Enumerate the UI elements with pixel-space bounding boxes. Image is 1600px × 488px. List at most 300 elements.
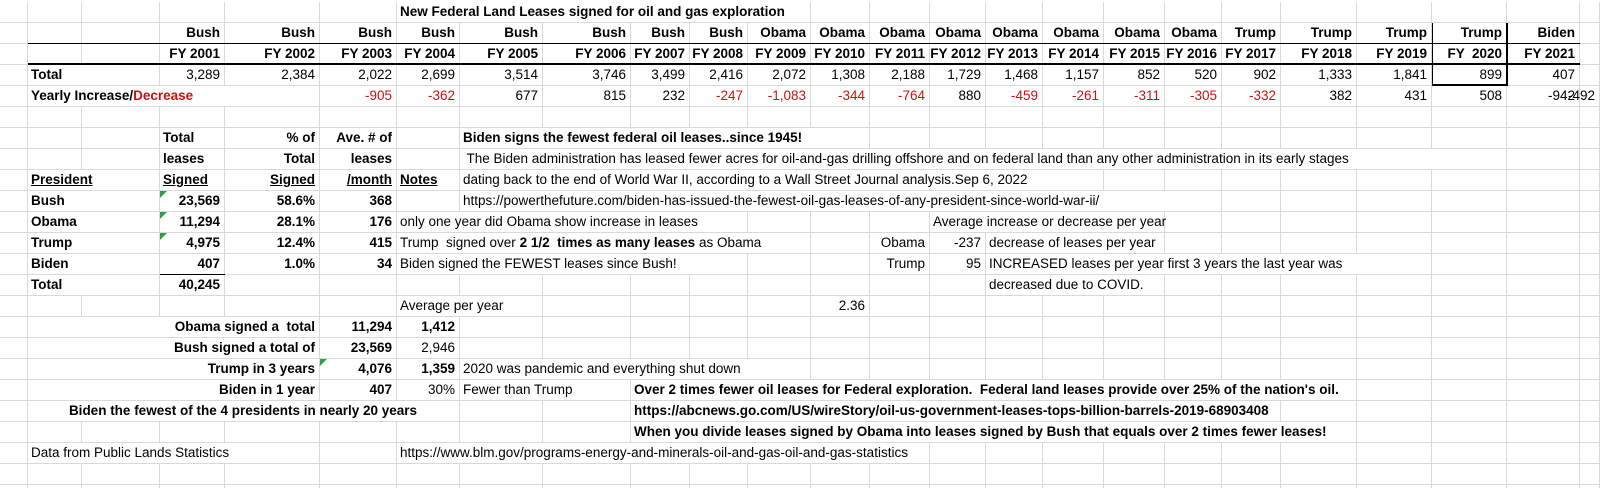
cell-r4c17[interactable]: 1,157 bbox=[1043, 65, 1104, 86]
president-header-fy2013[interactable]: Obama bbox=[986, 23, 1043, 44]
cell-r3c11[interactable]: FY 2008 bbox=[690, 44, 748, 65]
cell-r11c15[interactable]: Average increase or decrease per year bbox=[930, 212, 1165, 233]
empty-cell[interactable] bbox=[1281, 191, 1357, 212]
cell-r17c6[interactable]: 23,569 bbox=[320, 338, 397, 359]
cell-r4c12[interactable]: 2,072 bbox=[748, 65, 811, 86]
notes-headline[interactable]: Biden signs the fewest federal oil leases..since 1945! bbox=[460, 128, 870, 149]
empty-cell[interactable] bbox=[690, 296, 748, 317]
president-header-fy2009[interactable]: Obama bbox=[748, 23, 811, 44]
empty-cell[interactable] bbox=[748, 254, 811, 275]
empty-cell[interactable] bbox=[28, 2, 82, 23]
empty-cell[interactable] bbox=[748, 296, 811, 317]
empty-cell[interactable] bbox=[631, 275, 690, 296]
cell-r5c11[interactable]: -247 bbox=[690, 86, 748, 107]
empty-cell[interactable] bbox=[1432, 296, 1507, 317]
empty-cell[interactable] bbox=[160, 296, 225, 317]
empty-cell[interactable] bbox=[82, 128, 160, 149]
empty-cell[interactable] bbox=[1507, 422, 1580, 443]
empty-cell[interactable] bbox=[1432, 275, 1507, 296]
cell-r4c18[interactable]: 852 bbox=[1104, 65, 1165, 86]
cell-r4c9[interactable]: 3,746 bbox=[543, 65, 631, 86]
cell-r8c8[interactable]: The Biden administration has leased fewer acres for oil-and-gas drilling offshore and on federal land than any other administration in its early stages bbox=[460, 149, 1507, 170]
empty-cell[interactable] bbox=[690, 464, 748, 485]
empty-cell[interactable] bbox=[1507, 359, 1580, 380]
cell-r13c4[interactable]: 407 bbox=[160, 254, 225, 275]
empty-cell[interactable] bbox=[690, 275, 748, 296]
empty-cell[interactable] bbox=[1043, 107, 1104, 128]
empty-cell[interactable] bbox=[930, 296, 986, 317]
cell-r4c5[interactable]: 2,384 bbox=[225, 65, 320, 86]
cell-r4c23[interactable]: 899 bbox=[1432, 65, 1507, 86]
cell-r19c10[interactable]: Over 2 times fewer oil leases for Federal exploration. Federal land leases provide over 25% of the nation's oil. bbox=[631, 380, 1357, 401]
empty-cell[interactable] bbox=[0, 254, 28, 275]
empty-cell[interactable] bbox=[1580, 317, 1600, 338]
empty-cell[interactable] bbox=[870, 107, 930, 128]
empty-cell[interactable] bbox=[690, 107, 748, 128]
cell-r18c7[interactable]: 1,359 bbox=[397, 359, 460, 380]
summary-row-obama[interactable]: Obama bbox=[28, 212, 160, 233]
empty-cell[interactable] bbox=[1580, 23, 1600, 44]
empty-cell[interactable] bbox=[28, 464, 82, 485]
empty-cell[interactable] bbox=[460, 317, 543, 338]
empty-cell[interactable] bbox=[0, 296, 28, 317]
empty-cell[interactable] bbox=[1580, 233, 1600, 254]
president-header-fy2016[interactable]: Obama bbox=[1165, 23, 1222, 44]
empty-cell[interactable] bbox=[0, 401, 28, 422]
cell-r5c17[interactable]: -261 bbox=[1043, 86, 1104, 107]
empty-cell[interactable] bbox=[870, 275, 930, 296]
cell-r18c6[interactable]: 4,076 bbox=[320, 359, 397, 380]
empty-cell[interactable] bbox=[397, 149, 460, 170]
empty-cell[interactable] bbox=[1432, 191, 1507, 212]
president-header-fy2011[interactable]: Obama bbox=[870, 23, 930, 44]
empty-cell[interactable] bbox=[225, 296, 320, 317]
empty-cell[interactable] bbox=[1432, 254, 1507, 275]
cell-r3c17[interactable]: FY 2014 bbox=[1043, 44, 1104, 65]
empty-cell[interactable] bbox=[1580, 296, 1600, 317]
empty-cell[interactable] bbox=[543, 422, 631, 443]
empty-cell[interactable] bbox=[930, 443, 986, 464]
empty-cell[interactable] bbox=[1165, 338, 1222, 359]
empty-cell[interactable] bbox=[543, 401, 631, 422]
empty-cell[interactable] bbox=[82, 44, 160, 65]
empty-cell[interactable] bbox=[1357, 443, 1432, 464]
empty-cell[interactable] bbox=[1432, 443, 1507, 464]
empty-cell[interactable] bbox=[1432, 338, 1507, 359]
president-header-fy2014[interactable]: Obama bbox=[1043, 23, 1104, 44]
president-col-header[interactable]: President bbox=[28, 170, 160, 191]
empty-cell[interactable] bbox=[1580, 254, 1600, 275]
empty-cell[interactable] bbox=[1432, 128, 1507, 149]
empty-cell[interactable] bbox=[811, 359, 870, 380]
cell-r11c5[interactable]: 28.1% bbox=[225, 212, 320, 233]
empty-cell[interactable] bbox=[1357, 317, 1432, 338]
empty-cell[interactable] bbox=[631, 296, 690, 317]
empty-cell[interactable] bbox=[543, 464, 631, 485]
empty-cell[interactable] bbox=[1357, 191, 1432, 212]
empty-cell[interactable] bbox=[1281, 212, 1357, 233]
cell-r4c10[interactable]: 3,499 bbox=[631, 65, 690, 86]
empty-cell[interactable] bbox=[986, 317, 1043, 338]
empty-cell[interactable] bbox=[1165, 359, 1222, 380]
empty-cell[interactable] bbox=[1507, 443, 1580, 464]
empty-cell[interactable] bbox=[1281, 464, 1357, 485]
empty-cell[interactable] bbox=[1043, 443, 1104, 464]
cell-r7c5[interactable]: % of bbox=[225, 128, 320, 149]
empty-cell[interactable] bbox=[0, 128, 28, 149]
empty-cell[interactable] bbox=[1104, 359, 1165, 380]
empty-cell[interactable] bbox=[986, 338, 1043, 359]
empty-cell[interactable] bbox=[1357, 464, 1432, 485]
empty-cell[interactable] bbox=[0, 107, 28, 128]
empty-cell[interactable] bbox=[320, 464, 397, 485]
empty-cell[interactable] bbox=[1357, 170, 1432, 191]
empty-cell[interactable] bbox=[1580, 422, 1600, 443]
cell-r3c18[interactable]: FY 2015 bbox=[1104, 44, 1165, 65]
empty-cell[interactable] bbox=[320, 296, 397, 317]
empty-cell[interactable] bbox=[1507, 338, 1580, 359]
cell-r5c20[interactable]: -332 bbox=[1222, 86, 1281, 107]
cell-r12c15[interactable]: -237 bbox=[930, 233, 986, 254]
empty-cell[interactable] bbox=[1222, 464, 1281, 485]
empty-cell[interactable] bbox=[870, 464, 930, 485]
empty-cell[interactable] bbox=[1104, 296, 1165, 317]
empty-cell[interactable] bbox=[1357, 296, 1432, 317]
cell-r4c24[interactable]: 407 bbox=[1507, 65, 1580, 86]
per-month-col-header[interactable]: /month bbox=[320, 170, 397, 191]
cell-r4c11[interactable]: 2,416 bbox=[690, 65, 748, 86]
empty-cell[interactable] bbox=[1507, 128, 1580, 149]
empty-cell[interactable] bbox=[1432, 170, 1507, 191]
empty-cell[interactable] bbox=[690, 317, 748, 338]
cell-r15c7[interactable]: Average per year bbox=[397, 296, 543, 317]
empty-cell[interactable] bbox=[1432, 401, 1507, 422]
empty-cell[interactable] bbox=[870, 212, 930, 233]
empty-cell[interactable] bbox=[811, 254, 870, 275]
empty-cell[interactable] bbox=[160, 2, 225, 23]
empty-cell[interactable] bbox=[1357, 359, 1432, 380]
empty-cell[interactable] bbox=[397, 464, 460, 485]
cell-r3c21[interactable]: FY 2018 bbox=[1281, 44, 1357, 65]
empty-cell[interactable] bbox=[1104, 443, 1165, 464]
empty-cell[interactable] bbox=[397, 422, 460, 443]
cell-r5c9[interactable]: 815 bbox=[543, 86, 631, 107]
cell-r17c2[interactable]: Bush signed a total of bbox=[28, 338, 320, 359]
cell-r11c7[interactable]: only one year did Obama show increase in leases bbox=[397, 212, 748, 233]
cell-r12c7[interactable] bbox=[397, 233, 811, 254]
empty-cell[interactable] bbox=[1165, 296, 1222, 317]
empty-cell[interactable] bbox=[1281, 275, 1357, 296]
cell-r8c5[interactable]: Total bbox=[225, 149, 320, 170]
yearly-change-row-label[interactable] bbox=[28, 86, 320, 107]
empty-cell[interactable] bbox=[1357, 275, 1432, 296]
empty-cell[interactable] bbox=[1281, 338, 1357, 359]
empty-cell[interactable] bbox=[0, 212, 28, 233]
empty-cell[interactable] bbox=[1432, 2, 1507, 23]
cell-r5c12[interactable]: -1,083 bbox=[748, 86, 811, 107]
empty-cell[interactable] bbox=[225, 464, 320, 485]
empty-cell[interactable] bbox=[0, 86, 28, 107]
cell-r4c15[interactable]: 1,729 bbox=[930, 65, 986, 86]
cell-r4c6[interactable]: 2,022 bbox=[320, 65, 397, 86]
sheet-title[interactable]: New Federal Land Leases signed for oil and gas exploration bbox=[397, 2, 811, 23]
empty-cell[interactable] bbox=[1432, 464, 1507, 485]
empty-cell[interactable] bbox=[397, 107, 460, 128]
empty-cell[interactable] bbox=[930, 2, 986, 23]
cell-r7c4[interactable]: Total bbox=[160, 128, 225, 149]
empty-cell[interactable] bbox=[543, 296, 631, 317]
empty-cell[interactable] bbox=[930, 359, 986, 380]
cell-r4c21[interactable]: 1,333 bbox=[1281, 65, 1357, 86]
empty-cell[interactable] bbox=[870, 128, 930, 149]
empty-cell[interactable] bbox=[1222, 191, 1281, 212]
empty-cell[interactable] bbox=[1507, 2, 1580, 23]
empty-cell[interactable] bbox=[1357, 338, 1432, 359]
empty-cell[interactable] bbox=[460, 107, 543, 128]
empty-cell[interactable] bbox=[460, 401, 543, 422]
cell-r9c8[interactable]: dating back to the end of World War II, according to a Wall Street Journal analysis.Sep 6, 2022 bbox=[460, 170, 1104, 191]
cell-r3c13[interactable]: FY 2010 bbox=[811, 44, 870, 65]
empty-cell[interactable] bbox=[1580, 170, 1600, 191]
cell-r3c15[interactable]: FY 2012 bbox=[930, 44, 986, 65]
empty-cell[interactable] bbox=[0, 233, 28, 254]
empty-cell[interactable] bbox=[811, 275, 870, 296]
empty-cell[interactable] bbox=[930, 464, 986, 485]
empty-cell[interactable] bbox=[1507, 212, 1580, 233]
empty-cell[interactable] bbox=[870, 2, 930, 23]
empty-cell[interactable] bbox=[1507, 401, 1580, 422]
empty-cell[interactable] bbox=[986, 464, 1043, 485]
empty-cell[interactable] bbox=[1222, 212, 1281, 233]
summary-row-trump[interactable]: Trump bbox=[28, 233, 160, 254]
cell-r13c5[interactable]: 1.0% bbox=[225, 254, 320, 275]
empty-cell[interactable] bbox=[1357, 212, 1432, 233]
president-header-fy2004[interactable]: Bush bbox=[397, 23, 460, 44]
empty-cell[interactable] bbox=[320, 443, 397, 464]
cell-r19c8[interactable]: Fewer than Trump bbox=[460, 380, 631, 401]
empty-cell[interactable] bbox=[1580, 107, 1600, 128]
empty-cell[interactable] bbox=[930, 107, 986, 128]
empty-cell[interactable] bbox=[870, 359, 930, 380]
cell-r19c7[interactable]: 30% bbox=[397, 380, 460, 401]
empty-cell[interactable] bbox=[1104, 2, 1165, 23]
cell-r3c6[interactable]: FY 2003 bbox=[320, 44, 397, 65]
cell-r5c23[interactable]: 508 bbox=[1432, 86, 1507, 107]
summary-total-value[interactable]: 40,245 bbox=[160, 275, 225, 296]
empty-cell[interactable] bbox=[0, 464, 28, 485]
empty-cell[interactable] bbox=[1580, 212, 1600, 233]
president-header-fy2003[interactable]: Bush bbox=[320, 23, 397, 44]
empty-cell[interactable] bbox=[1432, 233, 1507, 254]
empty-cell[interactable] bbox=[1043, 464, 1104, 485]
president-header-fy2019[interactable]: Trump bbox=[1357, 23, 1432, 44]
empty-cell[interactable] bbox=[0, 170, 28, 191]
empty-cell[interactable] bbox=[1507, 107, 1580, 128]
cell-r16c2[interactable]: Obama signed a total bbox=[28, 317, 320, 338]
cell-r5c24[interactable]: -942 bbox=[1507, 86, 1580, 107]
empty-cell[interactable] bbox=[543, 275, 631, 296]
empty-cell[interactable] bbox=[0, 338, 28, 359]
cell-r4c13[interactable]: 1,308 bbox=[811, 65, 870, 86]
empty-cell[interactable] bbox=[28, 107, 82, 128]
empty-cell[interactable] bbox=[986, 359, 1043, 380]
empty-cell[interactable] bbox=[1222, 296, 1281, 317]
empty-cell[interactable] bbox=[1222, 338, 1281, 359]
empty-cell[interactable] bbox=[1043, 317, 1104, 338]
empty-cell[interactable] bbox=[320, 422, 397, 443]
empty-cell[interactable] bbox=[82, 23, 160, 44]
summary-row-biden[interactable]: Biden bbox=[28, 254, 160, 275]
cell-r3c5[interactable]: FY 2002 bbox=[225, 44, 320, 65]
empty-cell[interactable] bbox=[1281, 2, 1357, 23]
empty-cell[interactable] bbox=[986, 2, 1043, 23]
cell-r14c16[interactable]: decreased due to COVID. bbox=[986, 275, 1165, 296]
empty-cell[interactable] bbox=[631, 464, 690, 485]
empty-cell[interactable] bbox=[930, 128, 986, 149]
empty-cell[interactable] bbox=[397, 275, 460, 296]
cell-r3c7[interactable]: FY 2004 bbox=[397, 44, 460, 65]
cell-r4c8[interactable]: 3,514 bbox=[460, 65, 543, 86]
empty-cell[interactable] bbox=[1580, 338, 1600, 359]
cell-r13c15[interactable]: 95 bbox=[930, 254, 986, 275]
cell-r5c13[interactable]: -344 bbox=[811, 86, 870, 107]
empty-cell[interactable] bbox=[631, 317, 690, 338]
empty-cell[interactable] bbox=[1281, 128, 1357, 149]
empty-cell[interactable] bbox=[0, 422, 28, 443]
cell-r3c19[interactable]: FY 2016 bbox=[1165, 44, 1222, 65]
cell-r18c8[interactable]: 2020 was pandemic and everything shut down bbox=[460, 359, 811, 380]
empty-cell[interactable] bbox=[811, 107, 870, 128]
empty-cell[interactable] bbox=[1507, 170, 1580, 191]
empty-cell[interactable] bbox=[397, 191, 460, 212]
empty-cell[interactable] bbox=[986, 128, 1043, 149]
empty-cell[interactable] bbox=[1165, 443, 1222, 464]
empty-cell[interactable] bbox=[1357, 2, 1432, 23]
empty-cell[interactable] bbox=[460, 422, 543, 443]
cell-r5c7[interactable]: -362 bbox=[397, 86, 460, 107]
empty-cell[interactable] bbox=[543, 107, 631, 128]
cell-r11c4[interactable]: 11,294 bbox=[160, 212, 225, 233]
empty-cell[interactable] bbox=[543, 317, 631, 338]
empty-cell[interactable] bbox=[397, 128, 460, 149]
empty-cell[interactable] bbox=[1043, 2, 1104, 23]
cell-r3c16[interactable]: FY 2013 bbox=[986, 44, 1043, 65]
empty-cell[interactable] bbox=[1104, 317, 1165, 338]
empty-cell[interactable] bbox=[1104, 128, 1165, 149]
empty-cell[interactable] bbox=[1580, 464, 1600, 485]
cell-r18c2[interactable]: Trump in 3 years bbox=[28, 359, 320, 380]
empty-cell[interactable] bbox=[1580, 401, 1600, 422]
empty-cell[interactable] bbox=[1281, 296, 1357, 317]
cell-r7c6[interactable]: Ave. # of bbox=[320, 128, 397, 149]
cell-r12c5[interactable]: 12.4% bbox=[225, 233, 320, 254]
empty-cell[interactable] bbox=[460, 275, 543, 296]
empty-cell[interactable] bbox=[1165, 107, 1222, 128]
empty-cell[interactable] bbox=[28, 128, 82, 149]
empty-cell[interactable] bbox=[0, 359, 28, 380]
cell-r16c7[interactable]: 1,412 bbox=[397, 317, 460, 338]
empty-cell[interactable] bbox=[0, 23, 28, 44]
empty-cell[interactable] bbox=[870, 338, 930, 359]
cell-r4c7[interactable]: 2,699 bbox=[397, 65, 460, 86]
empty-cell[interactable] bbox=[1432, 317, 1507, 338]
empty-cell[interactable] bbox=[1580, 65, 1600, 86]
cell-r3c8[interactable]: FY 2005 bbox=[460, 44, 543, 65]
empty-cell[interactable] bbox=[28, 149, 82, 170]
empty-cell[interactable] bbox=[986, 443, 1043, 464]
empty-cell[interactable] bbox=[1580, 380, 1600, 401]
empty-cell[interactable] bbox=[1043, 338, 1104, 359]
cell-r5c15[interactable]: 880 bbox=[930, 86, 986, 107]
empty-cell[interactable] bbox=[1580, 443, 1600, 464]
empty-cell[interactable] bbox=[460, 338, 543, 359]
empty-cell[interactable] bbox=[0, 275, 28, 296]
cell-r12c6[interactable]: 415 bbox=[320, 233, 397, 254]
cell-r3c24[interactable]: FY 2021 bbox=[1507, 44, 1580, 65]
empty-cell[interactable] bbox=[460, 464, 543, 485]
cell-r5c14[interactable]: -764 bbox=[870, 86, 930, 107]
cell-r16c6[interactable]: 11,294 bbox=[320, 317, 397, 338]
data-source-label[interactable]: Data from Public Lands Statistics bbox=[28, 443, 320, 464]
empty-cell[interactable] bbox=[1165, 128, 1222, 149]
president-header-fy2018[interactable]: Trump bbox=[1281, 23, 1357, 44]
empty-cell[interactable] bbox=[82, 422, 160, 443]
cell-r13c14[interactable]: Trump bbox=[870, 254, 930, 275]
empty-cell[interactable] bbox=[1432, 359, 1507, 380]
cell-r4c14[interactable]: 2,188 bbox=[870, 65, 930, 86]
cell-r10c6[interactable]: 368 bbox=[320, 191, 397, 212]
empty-cell[interactable] bbox=[1043, 128, 1104, 149]
empty-cell[interactable] bbox=[811, 464, 870, 485]
empty-cell[interactable] bbox=[631, 107, 690, 128]
cell-r13c16[interactable]: INCREASED leases per year first 3 years the last year was bbox=[986, 254, 1432, 275]
president-header-fy2001[interactable]: Bush bbox=[160, 23, 225, 44]
cell-r5c19[interactable]: -305 bbox=[1165, 86, 1222, 107]
empty-cell[interactable] bbox=[1580, 2, 1600, 23]
empty-cell[interactable] bbox=[1357, 107, 1432, 128]
empty-cell[interactable] bbox=[1165, 275, 1222, 296]
cell-r4c16[interactable]: 1,468 bbox=[986, 65, 1043, 86]
empty-cell[interactable] bbox=[320, 2, 397, 23]
empty-cell[interactable] bbox=[82, 296, 160, 317]
empty-cell[interactable] bbox=[160, 422, 225, 443]
cell-r17c7[interactable]: 2,946 bbox=[397, 338, 460, 359]
empty-cell[interactable] bbox=[1357, 233, 1432, 254]
empty-cell[interactable] bbox=[1432, 107, 1507, 128]
empty-cell[interactable] bbox=[1357, 128, 1432, 149]
cell-r21c10[interactable]: When you divide leases signed by Obama into leases signed by Bush that equals over 2 times fewer leases! bbox=[631, 422, 1357, 443]
empty-cell[interactable] bbox=[1165, 233, 1222, 254]
cell-r10c5[interactable]: 58.6% bbox=[225, 191, 320, 212]
empty-cell[interactable] bbox=[1507, 464, 1580, 485]
empty-cell[interactable] bbox=[811, 233, 870, 254]
empty-cell[interactable] bbox=[320, 107, 397, 128]
abcnews-url[interactable]: https://abcnews.go.com/US/wireStory/oil-us-government-leases-tops-billion-barrels-2019-68903408 bbox=[631, 401, 1281, 422]
empty-cell[interactable] bbox=[320, 275, 397, 296]
empty-cell[interactable] bbox=[1043, 296, 1104, 317]
empty-cell[interactable] bbox=[0, 2, 28, 23]
president-header-fy2021[interactable]: Biden bbox=[1507, 23, 1580, 44]
empty-cell[interactable] bbox=[82, 464, 160, 485]
empty-cell[interactable] bbox=[930, 338, 986, 359]
cell-r3c22[interactable]: FY 2019 bbox=[1357, 44, 1432, 65]
empty-cell[interactable] bbox=[1281, 359, 1357, 380]
notes-col-header[interactable]: Notes bbox=[397, 170, 460, 191]
empty-cell[interactable] bbox=[1580, 191, 1600, 212]
empty-cell[interactable] bbox=[690, 338, 748, 359]
average-per-year-ratio[interactable]: 2.36 bbox=[811, 296, 870, 317]
empty-cell[interactable] bbox=[1432, 422, 1507, 443]
